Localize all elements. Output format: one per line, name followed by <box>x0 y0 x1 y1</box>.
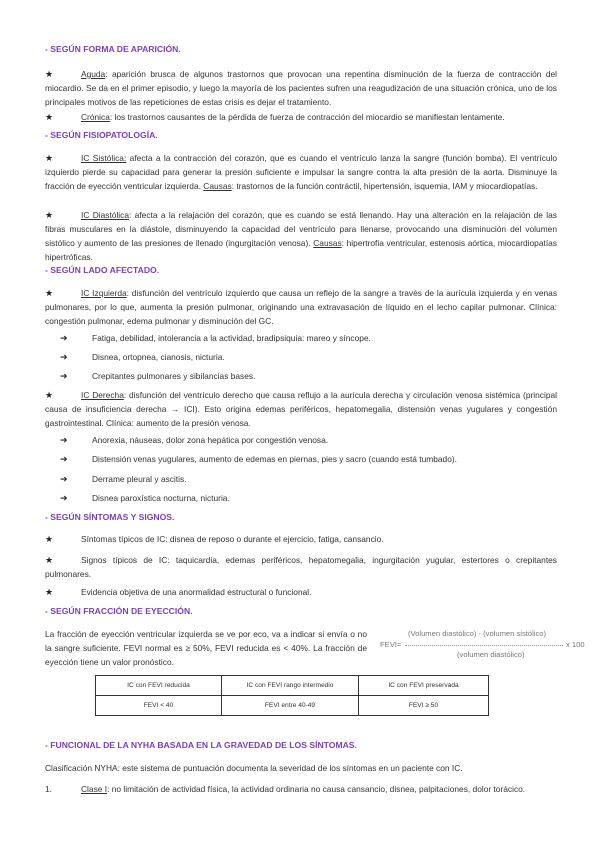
star-bullet-icon: ★ <box>45 288 54 298</box>
text-aguda: : aparición brusca de algunos trastornos que provocan una repentina disminución de la fuerza de contracción del miocardio. Se da en el primer episodio, y luego la mayoría de los pacientes sufren una reagudización de una situación crónica, uno de los principales motivos de las repeticiones de estas crisis es dejar el tratamiento. <box>45 69 557 107</box>
text-cronica: : los trastornos causantes de la pérdida de fuerza de contracción del miocardio se manifiestan lentamente. <box>109 112 505 122</box>
table-header-cell: IC con FEVI reducida <box>96 676 222 696</box>
table-row <box>96 696 489 716</box>
star-bullet-icon: ★ <box>45 69 54 79</box>
star-bullet-icon: ★ <box>45 390 54 400</box>
paragraph-aguda <box>45 67 557 109</box>
heading-nyha: - FUNCIONAL DE LA NYHA BASADA EN LA GRAVEDAD DE LOS SÍNTOMAS. <box>45 740 357 750</box>
paragraph-ic-diastolica <box>45 208 557 264</box>
text-ic-diastolica: : afecta a la relajación del corazón, que es cuando se está llenando. Hay una alteración en la relajación de las fibras musculares en la diástole, disminuyendo la capacidad del ventrículo para llenarse, provocando una disminución del volumen sistólico y aumento de las presiones de llenado (ingurgitación venosa). <box>45 210 557 248</box>
star-bullet-icon: ★ <box>45 587 54 597</box>
list-item: ➔ Fatiga, debilidad, intolerancia a la actividad, bradipsiquia: mareo y síncope. <box>60 333 371 343</box>
star-bullet-icon: ★ <box>45 555 54 565</box>
star-bullet-icon: ★ <box>45 534 54 544</box>
paragraph-ic-izquierda <box>45 286 557 328</box>
formula-fraction-line <box>405 645 563 646</box>
star-bullet-icon: ★ <box>45 153 54 163</box>
formula-rhs: x 100 <box>566 640 585 649</box>
term-causas: Causas <box>203 181 232 191</box>
arrow-right-icon: ➔ <box>60 474 68 484</box>
list-item: ★ Signos típicos de IC: taquicardia, edemas periféricos, hepatomegalia, ingurgitación yugular, estertores o crepitantes pulmonares. <box>45 555 557 579</box>
heading-lado-afectado: - SEGÚN LADO AFECTADO. <box>45 265 160 275</box>
list-item: ★ Evidencia objetiva de una anormalidad estructural o funcional. <box>45 587 312 597</box>
term-ic-sistolica: IC Sistólica: <box>81 153 127 163</box>
arrow-right-icon: ➔ <box>60 454 68 464</box>
text-ic-derecha: : disfunción del ventrículo derecho que causa reflujo a la aurícula derecha y circulación venosa sistémica (principal causa de insuficiencia derecha → ICI). Esto origina edemas periféricos, hepatomegalia, distensión venas yugulares y congestión gastrointestinal. Clínica: aumento de la presión venosa. <box>45 390 558 428</box>
arrow-right-icon: ➔ <box>60 352 68 362</box>
formula-numerator: (Volumen diastólico) - (volumen sistólico) <box>408 629 547 638</box>
term-aguda: Aguda <box>81 69 106 79</box>
table-header-cell: IC con FEVI rango intermedio <box>222 676 359 696</box>
text-clase-1: : no limitación de actividad física, la actividad ordinaria no causa cansancio, disnea, palpitaciones, dolor torácico. <box>107 784 526 794</box>
term-ic-diastolica: IC Diastólica <box>81 210 130 220</box>
list-item: ➔ Distensión venas yugulares, aumento de edemas en piernas, pies y sacro (cuando está tumbado). <box>60 454 457 464</box>
list-item-clase-1 <box>45 782 557 796</box>
arrow-right-icon: ➔ <box>60 333 68 343</box>
text-causas-diastolica: : hipertrofia ventricular, estenosis aórtica, miocardiopatías hipertróficas. <box>45 238 557 262</box>
list-item: ➔ Crepitantes pulmonares y sibilancias bases. <box>60 371 256 381</box>
text-ic-sistolica: afecta a la contracción del corazón, que es cuando el ventrículo lanza la sangre (función bomba). El ventrículo izquierdo pierde su capacidad para generar la presión suficiente e impulsar la sangre contra la alta presión de la aorta. Disminuye la fracción de eyección ventricular izquierda. <box>45 153 557 191</box>
paragraph-fevi: La fracción de eyección ventricular izquierda se ve por eco, va a indicar si envía o no la sangre suficiente. FEVI normal es ≥ 50%, FEVI reducida es < 40%. La fracción de eyección tiene un valor pronóstico. <box>45 629 367 667</box>
list-item: ➔ Derrame pleural y ascitis. <box>60 474 187 484</box>
heading-sintomas-signos: - SEGÚN SÍNTOMAS Y SIGNOS. <box>45 512 175 522</box>
term-cronica: Crónica <box>81 112 110 122</box>
term-clase-1: Clase I <box>81 784 108 794</box>
table-cell: FEVI entre 40-49 <box>222 696 359 716</box>
term-ic-derecha: IC Derecha <box>81 390 124 400</box>
list-item: ➔ Anorexia, náuseas, dolor zona hepática por congestión venosa. <box>60 435 329 445</box>
arrow-right-icon: ➔ <box>60 435 68 445</box>
formula-denominator: (volumen diastólico) <box>457 650 525 659</box>
list-number: 1. <box>45 784 52 794</box>
heading-fisiopatologia: - SEGÚN FISIOPATOLOGÍA. <box>45 130 158 140</box>
paragraph-cronica <box>45 110 557 124</box>
table-cell: FEVI ≥ 50 <box>359 696 489 716</box>
paragraph-ic-sistolica <box>45 151 557 193</box>
formula-lhs: FEVI= <box>380 640 402 649</box>
table-header-cell: IC con FEVI preservada <box>359 676 489 696</box>
list-item: ★ Síntomas típicos de IC: disnea de reposo o durante el ejercicio, fatiga, cansancio. <box>45 534 384 544</box>
paragraph-nyha-intro: Clasificación NYHA: este sistema de puntuación documenta la severidad de los síntomas en un paciente con IC. <box>45 763 463 773</box>
arrow-right-icon: ➔ <box>60 371 68 381</box>
term-ic-izquierda: IC Izquierda <box>81 288 127 298</box>
table-cell: FEVI < 40 <box>96 696 222 716</box>
arrow-right-icon: ➔ <box>60 493 68 503</box>
term-causas: Causas <box>313 238 342 248</box>
fevi-table <box>95 675 489 716</box>
list-item: ➔ Disnea paroxística nocturna, nicturia. <box>60 493 230 503</box>
star-bullet-icon: ★ <box>45 210 54 220</box>
heading-forma-aparicion: - SEGÚN FORMA DE APARICIÓN. <box>45 44 181 54</box>
table-row <box>96 676 489 696</box>
text-ic-izquierda: : disfunción del ventrículo izquierdo que causa un reflejo de la sangre a través de la aurícula izquierda y en venas pulmonares, por lo que, aumenta la presión pulmonar, originando una extravasación de líquido en el lecho capilar pulmonar. Clínica: congestión pulmonar, edema pulmonar y disminución del GC. <box>45 288 558 326</box>
star-bullet-icon: ★ <box>45 112 54 122</box>
list-item: ➔ Disnea, ortopnea, cianosis, nicturia. <box>60 352 225 362</box>
text-causas-sistolica: : trastornos de la función contráctil, hipertensión, isquemia, IAM y miocardiopatías. <box>231 181 538 191</box>
heading-fraccion-eyeccion: - SEGÚN FRACCIÓN DE EYECCIÓN. <box>45 606 193 616</box>
paragraph-ic-derecha <box>45 388 557 430</box>
